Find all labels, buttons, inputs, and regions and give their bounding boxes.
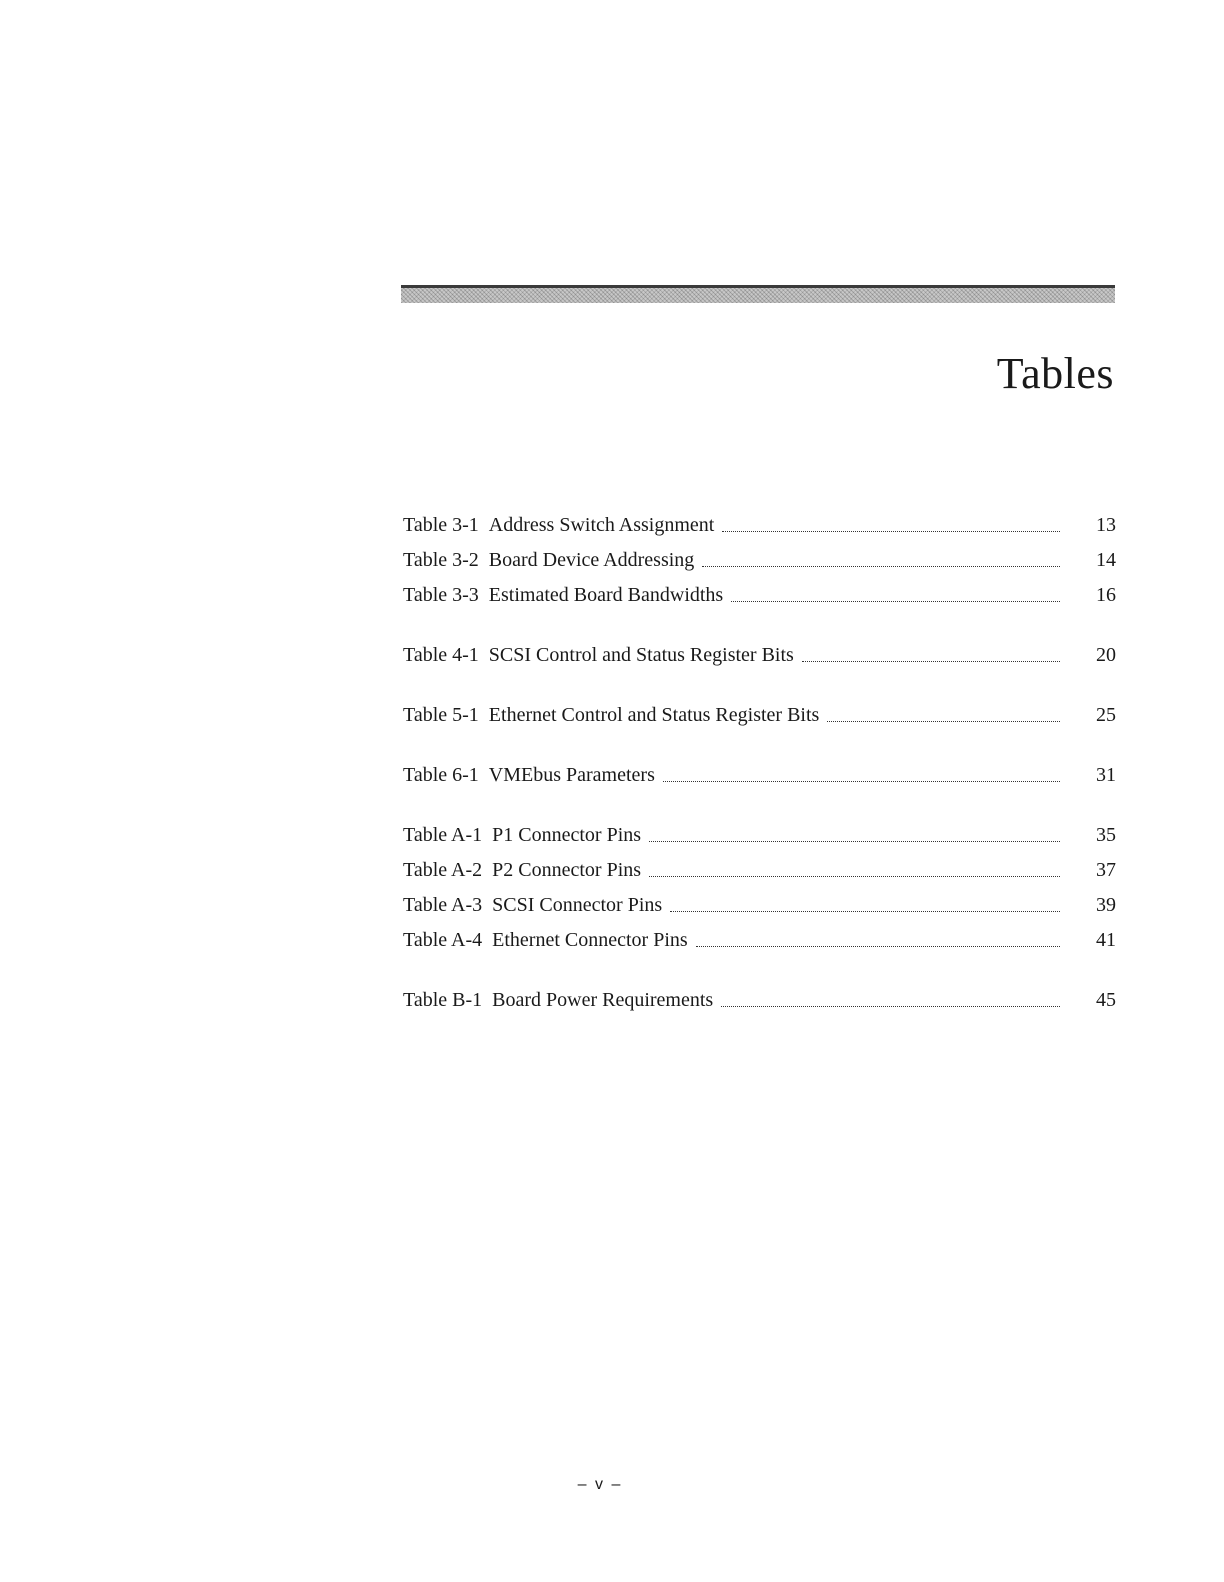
toc-entry-label: P1 Connector Pins (492, 824, 642, 846)
toc-group (403, 508, 1116, 613)
toc-entry-number: Table 6-1 (403, 764, 479, 786)
dot-leader (663, 781, 1060, 782)
toc-entry-page: 37 (1096, 859, 1116, 881)
toc-entry-label: VMEbus Parameters (488, 764, 655, 786)
toc-entry-page: 31 (1096, 764, 1116, 786)
page-number: – v – (577, 1476, 623, 1493)
toc-group (403, 698, 1116, 733)
table-list (403, 508, 1116, 1043)
toc-entry-number: Table 5-1 (403, 704, 479, 726)
page-title: Tables (996, 349, 1114, 398)
dot-leader (722, 531, 1060, 532)
toc-entry[interactable] (403, 543, 1116, 578)
toc-entry-page: 14 (1096, 549, 1116, 571)
toc-entry-page: 25 (1096, 704, 1116, 726)
dot-leader (696, 946, 1060, 947)
toc-entry-label: SCSI Control and Status Register Bits (488, 644, 794, 666)
toc-entry[interactable] (403, 983, 1116, 1018)
dot-leader (802, 661, 1060, 662)
toc-entry-label: Ethernet Control and Status Register Bits (488, 704, 820, 726)
toc-entry-label: Ethernet Connector Pins (492, 929, 688, 951)
toc-entry[interactable] (403, 818, 1116, 853)
toc-entry-page: 16 (1096, 584, 1116, 606)
toc-entry-label: Board Device Addressing (488, 549, 695, 571)
toc-group (403, 983, 1116, 1018)
toc-entry-number: Table 3-1 (403, 514, 479, 536)
dot-leader (649, 841, 1060, 842)
toc-entry-label: Board Power Requirements (492, 989, 714, 1011)
toc-entry-page: 41 (1096, 929, 1116, 951)
toc-entry-label: Estimated Board Bandwidths (488, 584, 724, 606)
toc-entry-number: Table A-2 (403, 859, 483, 881)
toc-group (403, 758, 1116, 793)
toc-entry-number: Table A-3 (403, 894, 483, 916)
toc-entry-number: Table 3-2 (403, 549, 479, 571)
dot-leader (827, 721, 1060, 722)
toc-entry[interactable] (403, 638, 1116, 673)
toc-entry-page: 20 (1096, 644, 1116, 666)
title-rule-bar (401, 285, 1115, 303)
dot-leader (670, 911, 1060, 912)
toc-entry-number: Table A-4 (403, 929, 483, 951)
dot-leader (731, 601, 1060, 602)
toc-entry-number: Table 4-1 (403, 644, 479, 666)
dot-leader (721, 1006, 1060, 1007)
dot-leader (649, 876, 1060, 877)
toc-entry-label: Address Switch Assignment (488, 514, 715, 536)
toc-entry-label: P2 Connector Pins (492, 859, 642, 881)
toc-entry-page: 35 (1096, 824, 1116, 846)
toc-entry-label: SCSI Connector Pins (492, 894, 663, 916)
toc-entry[interactable] (403, 578, 1116, 613)
toc-entry[interactable] (403, 508, 1116, 543)
toc-entry[interactable] (403, 758, 1116, 793)
toc-entry-page: 39 (1096, 894, 1116, 916)
toc-entry[interactable] (403, 923, 1116, 958)
dot-leader (702, 566, 1060, 567)
toc-entry[interactable] (403, 698, 1116, 733)
toc-entry-page: 45 (1096, 989, 1116, 1011)
toc-entry[interactable] (403, 888, 1116, 923)
toc-group (403, 818, 1116, 958)
toc-entry-number: Table A-1 (403, 824, 483, 846)
toc-group (403, 638, 1116, 673)
toc-entry-page: 13 (1096, 514, 1116, 536)
toc-entry-number: Table B-1 (403, 989, 483, 1011)
toc-entry-number: Table 3-3 (403, 584, 479, 606)
toc-entry[interactable] (403, 853, 1116, 888)
